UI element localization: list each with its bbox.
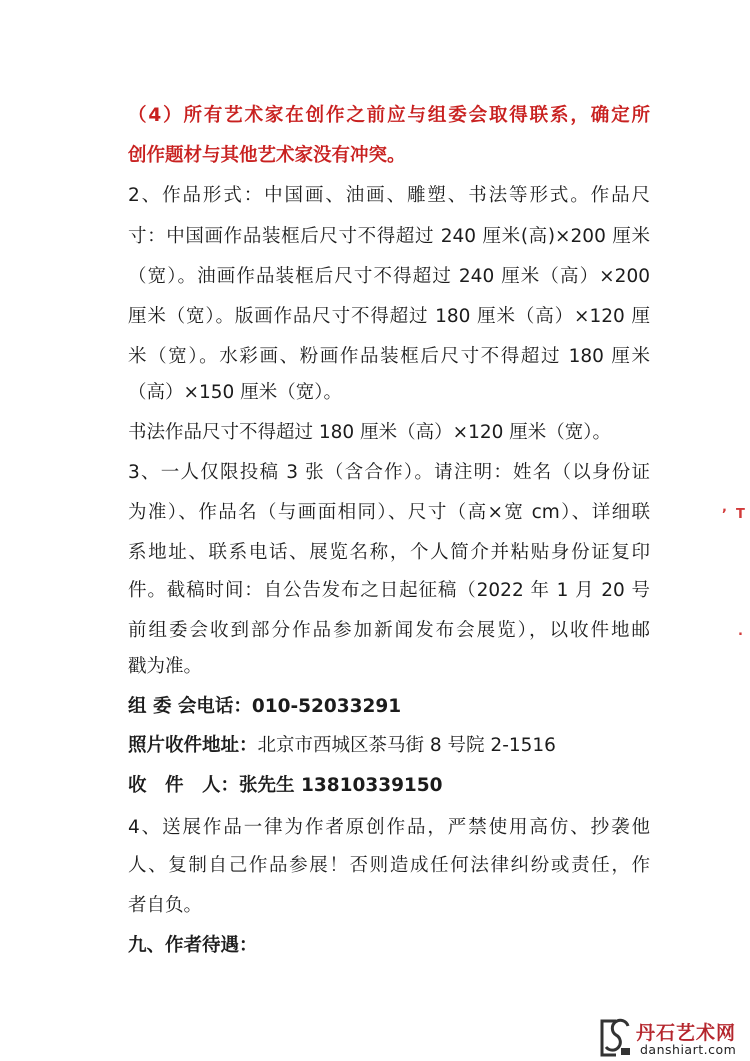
body-line: 书法作品尺寸不得超过 180 厘米（高）×120 厘米（宽）。 xyxy=(128,422,612,443)
body-line: 2、作品形式：中国画、油画、雕塑、书法等形式。作品尺 xyxy=(128,185,650,206)
body-line: 人、复制自己作品参展！否则造成任何法律纠纷或责任，作 xyxy=(128,855,650,876)
body-line: 者自负。 xyxy=(128,895,203,916)
section-heading: 九、作者待遇： xyxy=(128,935,258,956)
address-value: 北京市西城区茶马街 8 号院 2-1516 xyxy=(257,735,556,756)
body-line: 3、一人仅限投稿 3 张（含合作）。请注明：姓名（以身份证 xyxy=(128,462,650,483)
recipient-value: 张先生 13810339150 xyxy=(239,775,443,796)
seal-fragment: . xyxy=(738,624,743,639)
phone-value: 010-52033291 xyxy=(251,696,402,717)
notice-line-1: （4）所有艺术家在创作之前应与组委会取得联系，确定所 xyxy=(128,105,650,126)
body-line: 件。截稿时间：自公告发布之日起征稿（2022 年 1 月 20 号 xyxy=(128,580,650,601)
watermark-title: 丹石艺术网 xyxy=(636,1022,737,1044)
body-line: 为准）、作品名（与画面相同）、尺寸（高×宽 cm）、详细联 xyxy=(128,502,650,523)
body-line: （宽）。油画作品装框后尺寸不得超过 240 厘米（高）×200 xyxy=(128,266,650,287)
site-logo-icon xyxy=(596,1018,634,1058)
body-line: 米（宽）。水彩画、粉画作品装框后尺寸不得超过 180 厘米 xyxy=(128,346,650,367)
seal-fragment: T xyxy=(736,507,745,522)
body-line: 厘米（宽）。版画作品尺寸不得超过 180 厘米（高）×120 厘 xyxy=(128,306,650,327)
address-row xyxy=(128,733,556,759)
body-line: 4、送展作品一律为作者原创作品，严禁使用高仿、抄袭他 xyxy=(128,817,650,838)
recipient-row xyxy=(128,773,443,799)
site-watermark xyxy=(596,1018,746,1058)
recipient-label: 收 件 人： xyxy=(128,775,240,796)
body-line: 戳为准。 xyxy=(128,656,203,677)
notice-line-2: 创作题材与其他艺术家没有冲突。 xyxy=(128,145,406,166)
phone-label: 组 委 会电话： xyxy=(128,696,252,717)
address-label: 照片收件地址： xyxy=(128,735,258,756)
body-line: 寸：中国画作品装框后尺寸不得超过 240 厘米(高)×200 厘米 xyxy=(128,226,650,247)
body-line: 前组委会收到部分作品参加新闻发布会展览），以收件地邮 xyxy=(128,620,650,641)
phone-row xyxy=(128,694,401,720)
watermark-url: danshiart.com xyxy=(640,1042,737,1057)
body-line: （高）×150 厘米（宽）。 xyxy=(128,382,342,403)
seal-fragment: , xyxy=(722,500,727,515)
body-line: 系地址、联系电话、展览名称，个人简介并粘贴身份证复印 xyxy=(128,542,650,563)
